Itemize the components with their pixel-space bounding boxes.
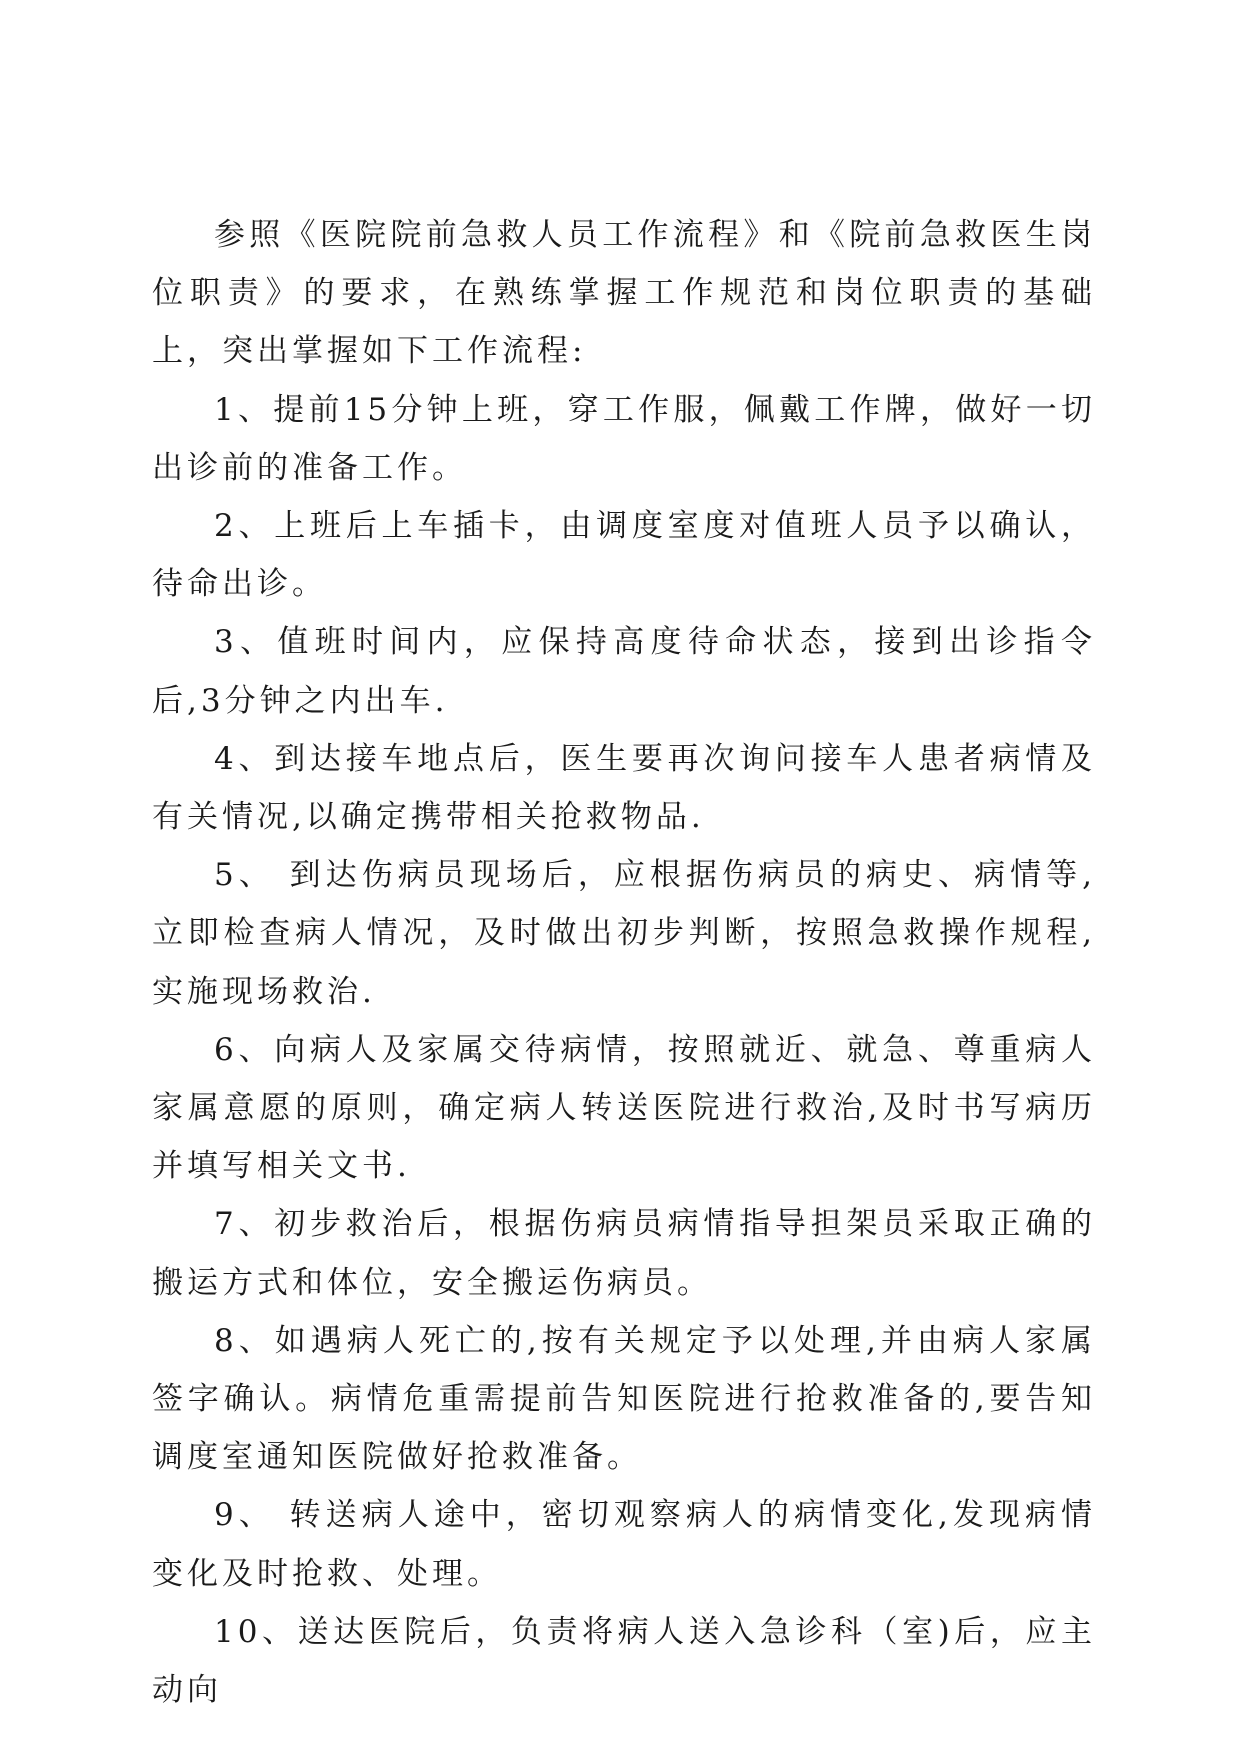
step-4-paragraph: 4、到达接车地点后，医生要再次询问接车人患者病情及有关情况,以确定携带相关抢救物品. <box>152 740 1096 836</box>
step-6-paragraph: 6、向病人及家属交待病情，按照就近、就急、尊重病人家属意愿的原则，确定病人转送医院进行救治,及时书写病历并填写相关文书. <box>152 1031 1096 1185</box>
intro-paragraph: 参照《医院院前急救人员工作流程》和《院前急救医生岗位职责》的要求，在熟练掌握工作规范和岗位职责的基础上，突出掌握如下工作流程: <box>152 217 1096 370</box>
step-9-paragraph: 9、 转送病人途中，密切观察病人的病情变化,发现病情变化及时抢救、处理。 <box>152 1497 1096 1592</box>
step-5-paragraph: 5、 到达伤病员现场后，应根据伤病员的病史、病情等,立即检查病人情况，及时做出初步判断，按照急救操作规程,实施现场救治. <box>152 857 1096 1010</box>
step-2-paragraph: 2、上班后上车插卡，由调度室度对值班人员予以确认，待命出诊。 <box>152 508 1096 603</box>
step-10-paragraph: 10、送达医院后，负责将病人送入急诊科（室)后，应主动向 <box>152 1613 1096 1709</box>
step-8-paragraph: 8、如遇病人死亡的,按有关规定予以处理,并由病人家属签字确认。病情危重需提前告知医院进行抢救准备的,要告知调度室通知医院做好抢救准备。 <box>152 1322 1096 1476</box>
step-3-paragraph: 3、值班时间内，应保持高度待命状态，接到出诊指令后,3分钟之内出车. <box>152 624 1096 719</box>
step-1-paragraph: 1、提前15分钟上班，穿工作服，佩戴工作牌，做好一切出诊前的准备工作。 <box>152 391 1096 486</box>
document-body <box>152 206 1096 1719</box>
step-7-paragraph: 7、初步救治后，根据伤病员病情指导担架员采取正确的搬运方式和体位，安全搬运伤病员。 <box>152 1206 1096 1301</box>
